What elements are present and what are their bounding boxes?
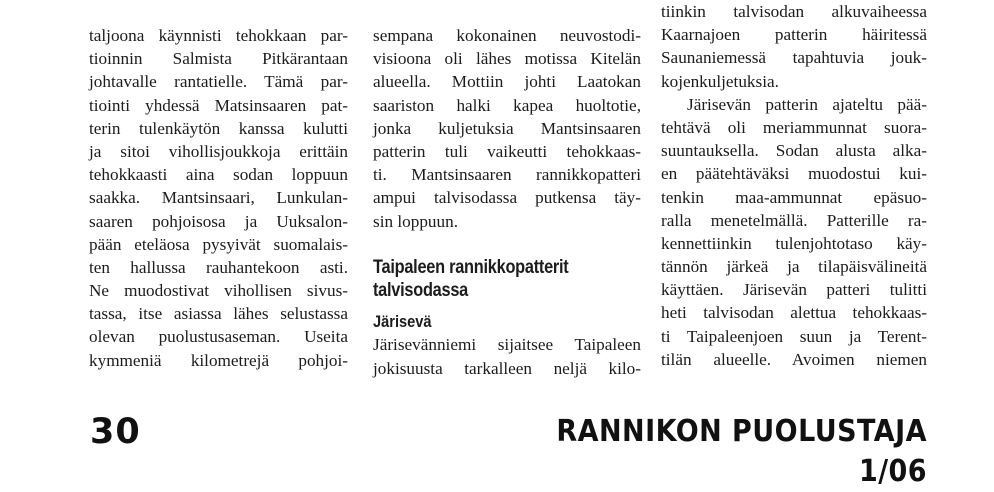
- text-line: Kaarnajoen patterin häiritessä: [661, 25, 927, 45]
- paragraph: [373, 333, 641, 379]
- text-line: tenkin maa-ammunnat epäsuo-: [661, 187, 927, 207]
- text-line: alueella. Mottiin johti Laatokan: [373, 72, 641, 92]
- section-heading-continued: talvisodassa: [373, 280, 469, 302]
- text-line: Järisevänniemi sijaitsee Taipaleen: [373, 335, 641, 355]
- text-line: kojenkuljetuksia.: [661, 71, 779, 91]
- text-line: sempana kokonainen neuvostodi-: [373, 26, 641, 45]
- text-line: tehokkaasti aina sodan loppuun: [89, 165, 348, 185]
- text-line: taljoona käynnisti tehokkaan par-: [89, 26, 348, 45]
- text-line: pään eteläosa pysyivät suomalais-: [89, 234, 348, 254]
- section-spacer: [373, 302, 641, 310]
- text-line: ja sitoi vihollisjoukkoja erittäin: [89, 141, 348, 161]
- section-spacer: [373, 233, 641, 256]
- paragraph: [661, 0, 927, 93]
- text-line: saariston halki kapea huoltotie,: [373, 95, 641, 115]
- page-number: 30: [90, 412, 141, 452]
- text-line: ten hallussa rauhantekoon asti.: [89, 257, 348, 277]
- text-line: ti Taipaleenjoen suun ja Terent-: [661, 326, 927, 346]
- text-line: tassa, itse asiassa lähes selustassa: [89, 304, 348, 324]
- journal-title: RANNIKON PUOLUSTAJA 1/06: [556, 414, 927, 489]
- text-line: jonka kuljetuksia Mantsinsaaren: [373, 118, 641, 138]
- text-line: Järisevän patterin ajateltu pää-: [687, 94, 927, 114]
- text-column-2: [373, 24, 641, 380]
- text-line: tännön järkeä ja tilapäisvälineitä: [661, 257, 927, 277]
- text-line: Ne muodostivat vihollisen sivus-: [89, 281, 348, 301]
- text-line: saaren pohjoisosa ja Uuksalon-: [89, 211, 348, 231]
- subsection-heading: Järisevä: [373, 312, 432, 332]
- text-column-3: [661, 0, 927, 371]
- text-line: tehtävä oli meriammunnat suora-: [661, 117, 927, 137]
- text-line: patterin tuli vaikeutti tehokkaas-: [373, 141, 641, 161]
- text-line: tiinkin talvisodan alkuvaiheessa: [661, 2, 927, 21]
- text-line: heti talvisodan alettua tehokkaas-: [661, 303, 927, 323]
- text-line: tioinnin Salmista Pitkärantaan: [89, 49, 348, 69]
- text-line: tiointi yhdessä Matsinsaaren pat-: [89, 95, 348, 115]
- paragraph: [373, 24, 641, 233]
- text-line: jokisuusta tarkalleen neljä kilo-: [373, 358, 641, 378]
- text-line: kymmeniä kilometrejä pohjoi-: [89, 350, 348, 370]
- text-line: ampui talvisodassa putkensa täy-: [373, 188, 641, 208]
- text-line: Saunaniemessä tapahtuvia jouk-: [661, 48, 927, 68]
- text-line: tilän alueelle. Avoimen niemen: [661, 349, 927, 369]
- text-line: en päätehtäväksi muodostui kui-: [661, 164, 927, 184]
- text-line: olevan puolustusaseman. Useita: [89, 327, 348, 347]
- section-heading: Taipaleen rannikkopatterit: [373, 256, 569, 278]
- text-line: ralla menetelmällä. Patterille ra-: [661, 210, 927, 230]
- text-line: sin loppuun.: [373, 211, 458, 231]
- text-line: saakka. Mantsinsaari, Lunkulan-: [89, 188, 348, 208]
- text-line: käyttäen. Järisevän patteri tulitti: [661, 280, 927, 300]
- text-line: kennettiinkin tulenjohtotaso käy-: [661, 233, 927, 253]
- text-line: johtavalle rantatielle. Tämä par-: [89, 72, 348, 92]
- text-column-1: [89, 24, 348, 372]
- text-line: ti. Mantsinsaaren rannikkopatteri: [373, 165, 641, 185]
- text-line: visioona oli lähes motissa Kitelän: [373, 49, 641, 69]
- text-line: terin tulenkäytön kanssa kulutti: [89, 118, 348, 138]
- paragraph: [661, 93, 927, 371]
- text-line: suuntauksella. Sodan alusta alka-: [661, 141, 927, 161]
